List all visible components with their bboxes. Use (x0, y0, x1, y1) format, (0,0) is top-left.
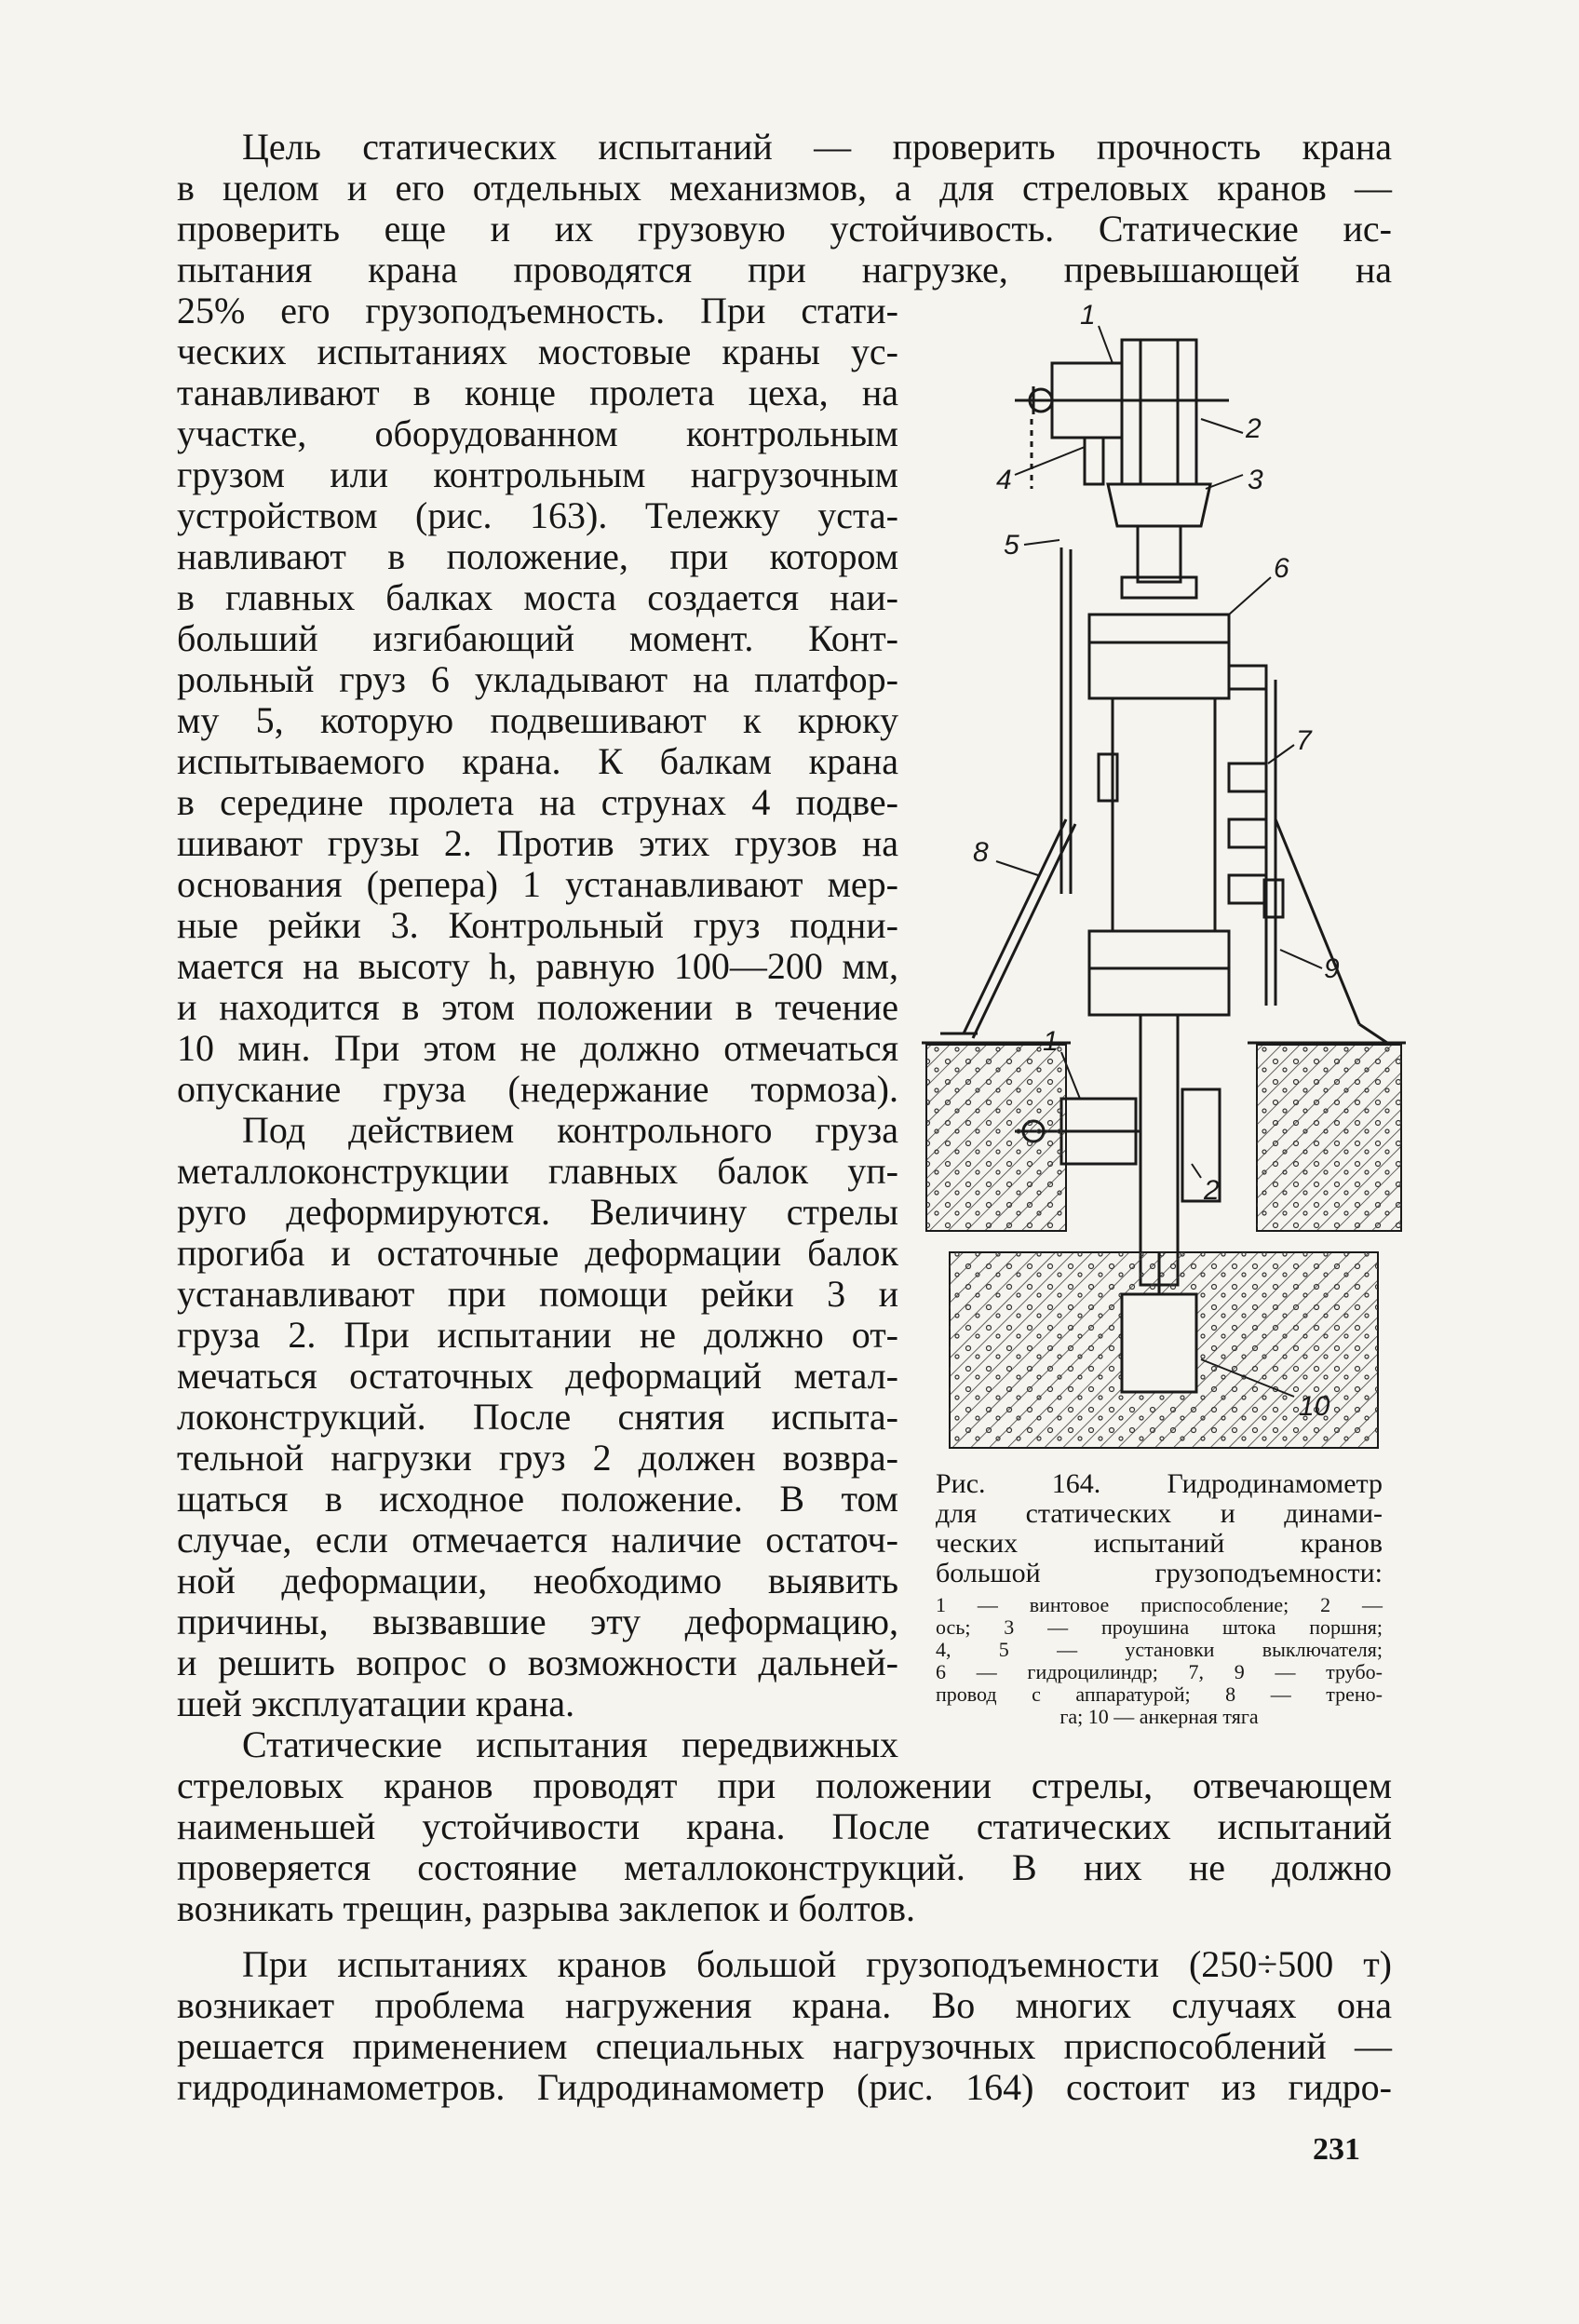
text-line: тельной нагрузки груз 2 должен возвра- (177, 1437, 898, 1479)
text-line: 25% его грузоподъемность. При стати- (177, 290, 898, 331)
figure-label: 3 (1248, 465, 1263, 495)
text-line: опускание груза (недержание тормоза). (177, 1068, 898, 1110)
text-line: случае, если отмечается наличие остаточ- (177, 1519, 898, 1561)
text-line: в главных балках моста создается наи- (177, 576, 898, 618)
text-line: проверяется состояние металлоконструкций. В них не должно (177, 1846, 1392, 1888)
text-line: в середине пролета на струнах 4 подве- (177, 781, 898, 823)
text-line: стреловых кранов проводят при положении стрелы, отвечающем (177, 1764, 1392, 1806)
text-line: возникать трещин, разрыва заклепок и болтов. (177, 1887, 915, 1929)
text-line: участке, оборудованном контрольным (177, 412, 898, 454)
text-line: решается применением специальных нагрузочных приспособлений — (177, 2025, 1392, 2067)
figure-label: 9 (1324, 953, 1340, 984)
text-line: рольный груз 6 укладывают на платфор- (177, 658, 898, 700)
figure-label: 8 (973, 837, 989, 868)
figure-label: 10 (1299, 1391, 1330, 1422)
text-line: Цель статических испытаний — проверить прочность крана (242, 126, 1392, 168)
text-line: руго деформируются. Величину стрелы (177, 1191, 898, 1233)
figure-label: 7 (1296, 725, 1312, 756)
hydrodynamometer-figure (922, 298, 1406, 1457)
text-line: щаться в исходное положение. В том (177, 1478, 898, 1520)
text-line: гидродинамометров. Гидродинамометр (рис. 164) состоит из гидро- (177, 2066, 1392, 2108)
text-line: танавливают в конце пролета цеха, на (177, 372, 898, 413)
page-number: 231 (1313, 2132, 1360, 2167)
figure-label: 1 (1043, 1026, 1059, 1057)
text-line: проверить еще и их грузовую устойчивость. Статические ис- (177, 208, 1392, 250)
figure-caption-title: для статических и динами- (936, 1498, 1383, 1529)
figure-caption-legend: провод с аппаратурой; 8 — трено- (936, 1682, 1383, 1706)
figure-label: 5 (1004, 530, 1019, 561)
text-line: мечаться остаточных деформаций метал- (177, 1355, 898, 1397)
text-line: устройством (рис. 163). Тележку уста- (177, 494, 898, 536)
figure-label: 6 (1274, 553, 1289, 584)
text-line: ные рейки 3. Контрольный груз подни- (177, 904, 898, 946)
text-line: 10 мин. При этом не должно отмечаться (177, 1027, 898, 1069)
text-line: При испытаниях кранов большой грузоподъемности (250÷500 т) (242, 1943, 1392, 1985)
figure-label: 4 (996, 465, 1012, 495)
text-line: Под действием контрольного груза (242, 1109, 898, 1151)
text-line: Статические испытания передвижных (242, 1723, 898, 1765)
text-line: прогиба и остаточные деформации балок (177, 1232, 898, 1274)
text-line: ной деформации, необходимо выявить (177, 1560, 898, 1601)
text-line: шей эксплуатации крана. (177, 1682, 575, 1724)
figure-caption-title: ческих испытаний кранов (936, 1528, 1383, 1559)
text-line: му 5, которую подвешивают к крюку (177, 699, 898, 741)
figure-label: 2 (1204, 1175, 1220, 1206)
text-line: устанавливают при помощи рейки 3 и (177, 1273, 898, 1315)
text-line: ческих испытаниях мостовые краны ус- (177, 331, 898, 372)
figure-caption-legend: ось; 3 — проушина штока поршня; (936, 1615, 1383, 1639)
text-line: больший изгибающий момент. Конт- (177, 617, 898, 659)
text-line: причины, вызвавшие эту деформацию, (177, 1601, 898, 1642)
figure-label: 2 (1246, 413, 1262, 444)
text-line: в целом и его отдельных механизмов, а для стреловых кранов — (177, 167, 1392, 209)
text-line: возникает проблема нагружения крана. Во многих случаях она (177, 1984, 1392, 2026)
figure-caption-legend: 4, 5 — установки выключателя; (936, 1638, 1383, 1661)
text-line: основания (репера) 1 устанавливают мер- (177, 863, 898, 905)
text-line: пытания крана проводятся при нагрузке, превышающей на (177, 249, 1392, 290)
text-line: шивают грузы 2. Против этих грузов на (177, 822, 898, 864)
text-line: мается на высоту h, равную 100—200 мм, (177, 945, 898, 987)
figure-caption-legend: 1 — винтовое приспособление; 2 — (936, 1593, 1383, 1616)
text-line: навливают в положение, при котором (177, 535, 898, 577)
text-line: наименьшей устойчивости крана. После статических испытаний (177, 1805, 1392, 1847)
figure-caption-title: большой грузоподъемности: (936, 1558, 1383, 1588)
text-line: грузом или контрольным нагрузочным (177, 453, 898, 495)
text-line: локонструкций. После снятия испыта- (177, 1396, 898, 1438)
figure-caption-legend: 6 — гидроцилиндр; 7, 9 — трубо- (936, 1660, 1383, 1683)
text-line: металлоконструкции главных балок уп- (177, 1150, 898, 1192)
figure-caption-legend: га; 10 — анкерная тяга (1059, 1705, 1259, 1728)
figure-label: 1 (1080, 300, 1096, 331)
text-line: и находится в этом положении в течение (177, 986, 898, 1028)
text-line: груза 2. При испытании не должно от- (177, 1314, 898, 1356)
text-line: и решить вопрос о возможности дальней- (177, 1642, 898, 1683)
figure-caption-title: Рис. 164. Гидродинамометр (936, 1468, 1383, 1499)
text-line: испытываемого крана. К балкам крана (177, 740, 898, 782)
